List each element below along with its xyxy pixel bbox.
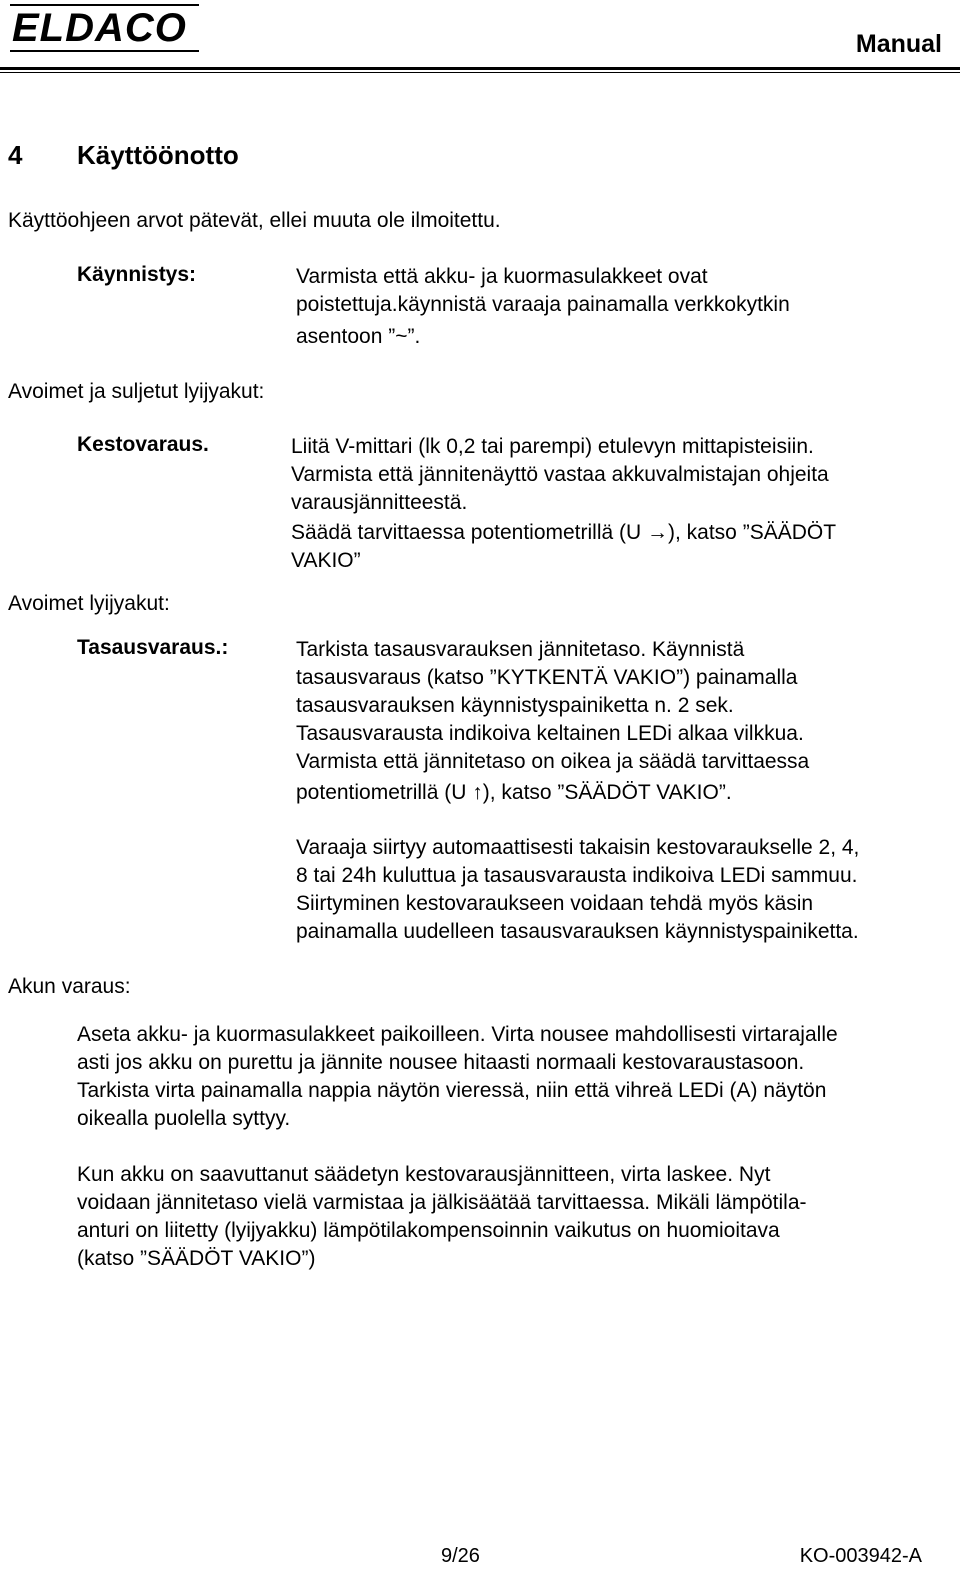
header-divider-thin	[0, 72, 960, 73]
text-line: Tasausvarausta indikoiva keltainen LEDi alkaa vilkkua.	[296, 722, 804, 745]
float-charge-text	[291, 433, 951, 575]
text-line: Liitä V-mittari (lk 0,2 tai parempi) etulevyn mittapisteisiin.	[291, 435, 814, 458]
text-line: painamalla uudelleen tasausvarauksen käynnistyspainiketta.	[296, 920, 859, 943]
battery-charging-para-1	[77, 1021, 957, 1133]
text-line: Varaaja siirtyy automaattisesti takaisin kestovaraukselle 2, 4,	[296, 836, 860, 859]
text-line: tasausvarauksen käynnistyspainiketta n. 2 sek.	[296, 694, 734, 717]
text-line: VAKIO”	[291, 549, 361, 572]
header-divider	[0, 67, 960, 70]
text-line: varausjännitteestä.	[291, 491, 468, 514]
text-line: Siirtyminen kestovaraukseen voidaan tehdä myös käsin	[296, 892, 814, 915]
text-line: asentoon ”~”.	[296, 325, 421, 348]
text-line: potentiometrillä (U ↑), katso ”SÄÄDÖT VAKIO”.	[296, 781, 732, 804]
text-line: Varmista että jännitenäyttö vastaa akkuvalmistajan ohjeita	[291, 463, 829, 486]
text-line: 8 tai 24h kuluttua ja tasausvarausta indikoiva LEDi sammuu.	[296, 864, 858, 887]
intro-text: Käyttöohjeen arvot pätevät, ellei muuta ole ilmoitettu.	[8, 209, 501, 232]
equalize-charge-text	[296, 636, 946, 807]
startup-label: Käynnistys:	[77, 263, 197, 286]
document-type: Manual	[855, 30, 942, 58]
text-line: poistettuja.käynnistä varaaja painamalla verkkokytkin	[296, 293, 790, 316]
text-line: voidaan jännitetaso vielä varmistaa ja jälkisäätää tarvittaessa. Mikäli lämpötila-	[77, 1191, 807, 1214]
equalize-return-text	[296, 834, 956, 946]
text-line: Säädä tarvittaessa potentiometrillä (U →), katso ”SÄÄDÖT	[291, 521, 837, 544]
text-line: Varmista että akku- ja kuormasulakkeet ovat	[296, 265, 708, 288]
float-charge-label: Kestovaraus.	[77, 433, 209, 456]
open-closed-heading: Avoimet ja suljetut lyijyakut:	[8, 380, 265, 403]
text-line: Aseta akku- ja kuormasulakkeet paikoilleen. Virta nousee mahdollisesti virtarajalle	[77, 1023, 838, 1046]
section-number: 4	[8, 140, 23, 170]
open-batteries-heading: Avoimet lyijyakut:	[8, 592, 170, 615]
text-line: asti jos akku on purettu ja jännite nousee hitaasti normaali kestovaraustasoon.	[77, 1051, 805, 1074]
text-line: Tarkista virta painamalla nappia näytön vieressä, niin että vihreä LEDi (A) näytön	[77, 1079, 827, 1102]
text-line: Kun akku on saavuttanut säädetyn kestovarausjännitteen, virta laskee. Nyt	[77, 1163, 771, 1186]
battery-charging-para-2	[77, 1161, 957, 1273]
eldaco-logo: ELDACO	[10, 4, 199, 52]
document-id: KO-003942-A	[799, 1545, 922, 1567]
page-number: 9/26	[441, 1545, 480, 1567]
text-line: (katso ”SÄÄDÖT VAKIO”)	[77, 1247, 316, 1270]
text-line: oikealla puolella syttyy.	[77, 1107, 291, 1130]
section-title: Käyttöönotto	[77, 140, 239, 170]
text-line: tasausvaraus (katso ”KYTKENTÄ VAKIO”) painamalla	[296, 666, 798, 689]
text-line: anturi on liitetty (lyijyakku) lämpötilakompensoinnin vaikutus on huomioitava	[77, 1219, 780, 1242]
startup-text	[296, 263, 936, 351]
text-line: Tarkista tasausvarauksen jännitetaso. Käynnistä	[296, 638, 745, 661]
equalize-charge-label: Tasausvaraus.:	[77, 636, 229, 659]
text-line: Varmista että jännitetaso on oikea ja säädä tarvittaessa	[296, 750, 810, 773]
battery-charging-heading: Akun varaus:	[8, 975, 131, 998]
